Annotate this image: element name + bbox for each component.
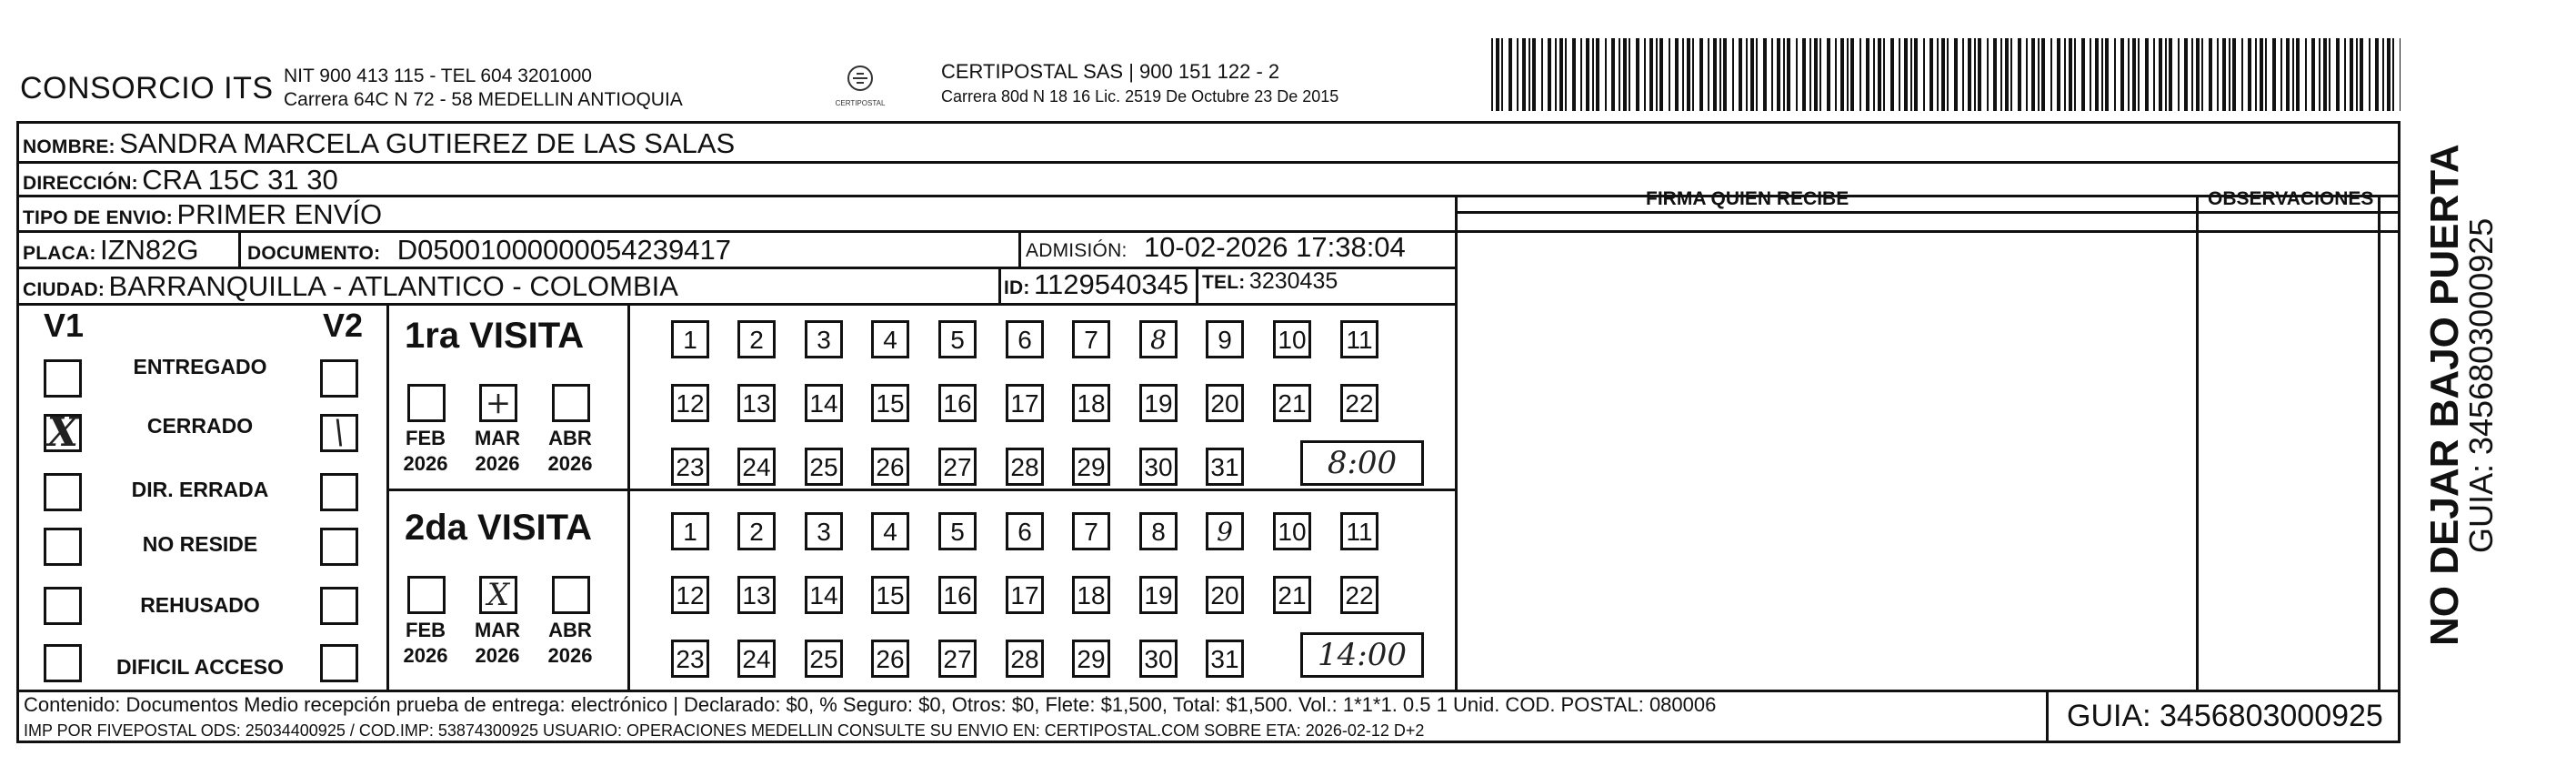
barcode-bar (1802, 38, 1806, 111)
time-note: 14:00 (1318, 637, 1407, 673)
month-checkbox[interactable] (407, 384, 446, 422)
barcode-bar (1509, 38, 1512, 111)
month-name: MAR (474, 619, 521, 641)
direccion-field (23, 164, 338, 197)
tel-field (1202, 268, 1338, 295)
v2-mark: \ (333, 414, 346, 451)
day-box[interactable]: 25 (805, 640, 843, 678)
month-name: ABR (548, 619, 592, 641)
barcode-bar (1923, 38, 1925, 111)
barcode-bar (2074, 38, 2076, 111)
barcode-bar (2329, 38, 2330, 111)
barcode-bar (1541, 38, 1543, 111)
barcode-bar (1978, 38, 1981, 111)
placa-value: IZN82G (99, 234, 199, 266)
month-year: 2026 (547, 644, 593, 667)
barcode-bar (1559, 38, 1563, 111)
barcode-bar (2392, 38, 2394, 111)
time-note-box[interactable] (1300, 440, 1424, 486)
barcode-bar (2336, 38, 2340, 111)
side-guia: GUIA: 3456803000925 (2462, 217, 2500, 553)
barcode-bar (1941, 38, 1945, 111)
barcode-bar (2319, 38, 2320, 111)
barcode-bar (1656, 38, 1658, 111)
company-name: CONSORCIO ITS (20, 71, 274, 106)
day-box[interactable]: 30 (1139, 448, 1178, 486)
day-box[interactable]: 2 (737, 320, 776, 358)
month-year: 2026 (403, 452, 448, 475)
day-box[interactable]: 23 (671, 448, 709, 486)
day-box[interactable]: 1 (671, 320, 709, 358)
barcode-bar (2387, 38, 2391, 111)
day-box[interactable]: 16 (938, 384, 977, 422)
barcode-bar (2169, 38, 2172, 111)
barcode-bar (1659, 38, 1663, 111)
barcode-bar (1809, 38, 1811, 111)
barcode-bar (1699, 38, 1703, 111)
status-label: ENTREGADO (133, 355, 267, 378)
v2-checkbox[interactable] (320, 528, 358, 566)
day-box[interactable]: 20 (1206, 384, 1244, 422)
barcode-bar (2296, 38, 2300, 111)
id-field (1004, 268, 1188, 301)
barcode-bar (1937, 38, 1939, 111)
barcode-bar (1649, 38, 1653, 111)
barcode-bar (2132, 38, 2136, 111)
visit-title: 2da VISITA (405, 508, 592, 548)
month-checkbox[interactable] (479, 576, 517, 614)
day-box[interactable]: 26 (871, 640, 909, 678)
barcode-bar (2232, 38, 2236, 111)
barcode-bar (2010, 38, 2012, 111)
day-box[interactable]: 5 (938, 512, 977, 550)
admision-field (1026, 231, 1406, 264)
day-box[interactable]: 19 (1139, 576, 1178, 614)
barcode-bar (1586, 38, 1589, 111)
direccion-label: DIRECCIÓN: (23, 173, 138, 194)
day-box[interactable]: 5 (938, 320, 977, 358)
barcode-bar (2201, 38, 2203, 111)
barcode-bar (2000, 38, 2002, 111)
barcode-bar (2400, 38, 2401, 111)
month-checkbox[interactable] (407, 576, 446, 614)
day-box[interactable]: 16 (938, 576, 977, 614)
barcode-bar (1962, 38, 1964, 111)
barcode-bar (1555, 38, 1557, 111)
barcode-bar (2114, 38, 2116, 111)
barcode-bar (1636, 38, 1639, 111)
barcode-bar (1771, 38, 1773, 111)
barcode-bar (2323, 38, 2327, 111)
barcode-bar (1910, 38, 1912, 111)
barcode-bar (1859, 38, 1861, 111)
barcode-bar (2229, 38, 2230, 111)
barcode-bar (1827, 38, 1830, 111)
status-label: CERRADO (146, 414, 254, 438)
day-box[interactable]: 11 (1340, 512, 1378, 550)
barcode-bar (2248, 38, 2251, 111)
observaciones-label: OBSERVACIONES (2208, 188, 2374, 209)
nombre-value: SANDRA MARCELA GUTIEREZ DE LAS SALAS (119, 127, 736, 159)
v1-checkbox[interactable] (44, 528, 82, 566)
v2-checkbox[interactable] (320, 359, 358, 398)
barcode-bar (2057, 38, 2060, 111)
barcode-bar (2031, 38, 2035, 111)
barcode-bar (1783, 38, 1785, 111)
barcode-bar (2159, 38, 2162, 111)
day-box[interactable]: 23 (671, 640, 709, 678)
day-box[interactable]: 10 (1273, 320, 1311, 358)
v2-checkbox[interactable] (320, 473, 358, 511)
barcode-bar (2064, 38, 2066, 111)
v2-checkbox[interactable] (320, 414, 358, 452)
day-box[interactable]: 17 (1006, 384, 1044, 422)
nombre-label: NOMBRE: (23, 136, 115, 157)
day-box[interactable]: 12 (671, 576, 709, 614)
company-nit: NIT 900 413 115 - TEL 604 3201000 (284, 66, 592, 86)
barcode-bar (1605, 38, 1607, 111)
day-box[interactable]: 10 (1273, 512, 1311, 550)
direccion-value: CRA 15C 31 30 (142, 164, 338, 196)
month-year: 2026 (475, 452, 520, 475)
barcode-bar (1746, 38, 1748, 111)
barcode-bar (2305, 38, 2307, 111)
barcode-bar (2209, 38, 2212, 111)
tel-label: TEL: (1202, 272, 1246, 293)
day-box[interactable]: 17 (1006, 576, 1044, 614)
barcode-bar (2356, 38, 2358, 111)
time-note-box[interactable] (1300, 632, 1424, 678)
day-box[interactable]: 27 (938, 640, 977, 678)
barcode-bar (2105, 38, 2109, 111)
barcode-bar (2050, 38, 2052, 111)
barcode-bar (1501, 38, 1503, 111)
barcode-bar (2041, 38, 2045, 111)
ciudad-label: CIUDAD: (23, 279, 105, 300)
barcode-bar (1974, 38, 1976, 111)
barcode-bar (1954, 38, 1958, 111)
barcode-bar (2069, 38, 2072, 111)
barcode-bar (1878, 38, 1881, 111)
day-box[interactable]: 12 (671, 384, 709, 422)
barcode-bar (1491, 38, 1493, 111)
tipo-envio-label: TIPO DE ENVIO: (23, 207, 173, 228)
v2-label: V2 (323, 307, 364, 344)
barcode-bar (2222, 38, 2226, 111)
documento-value: D05001000000054239417 (396, 234, 731, 266)
company-address: Carrera 64C N 72 - 58 MEDELLIN ANTIOQUIA (284, 89, 683, 110)
barcode-bar (1814, 38, 1818, 111)
barcode-bar (1723, 38, 1727, 111)
day-box-marked[interactable]: 8 (1139, 320, 1178, 358)
barcode-bar (1787, 38, 1790, 111)
firma-label: FIRMA QUIEN RECIBE (1646, 188, 1849, 209)
barcode-bar (1532, 38, 1536, 111)
day-box[interactable]: 31 (1206, 448, 1244, 486)
day-box[interactable]: 8 (1139, 512, 1178, 550)
status-label: DIFICIL ACCESO (115, 655, 284, 679)
barcode-bar (2191, 38, 2193, 111)
barcode-bar (1987, 38, 1989, 111)
barcode-bar (2311, 38, 2315, 111)
v1-label: V1 (44, 307, 85, 344)
month-checkbox[interactable] (479, 384, 517, 422)
day-box[interactable]: 21 (1273, 384, 1311, 422)
barcode-bar (1763, 38, 1767, 111)
barcode-bar (1572, 38, 1576, 111)
barcode-bar (1669, 38, 1670, 111)
month-name: FEB (406, 619, 446, 641)
day-box[interactable]: 4 (871, 320, 909, 358)
barcode-bar (2184, 38, 2188, 111)
day-box[interactable]: 18 (1072, 384, 1110, 422)
documento-label: DOCUMENTO: (247, 243, 381, 264)
barcode (1491, 38, 2401, 111)
day-box[interactable]: 24 (737, 448, 776, 486)
barcode-bar (1796, 38, 1798, 111)
placa-field (23, 234, 199, 267)
barcode-bar (1873, 38, 1875, 111)
v1-checkbox[interactable] (44, 359, 82, 398)
barcode-bar (2165, 38, 2167, 111)
barcode-bar (2292, 38, 2294, 111)
barcode-bar (2095, 38, 2099, 111)
footer-guia: GUIA: 3456803000925 (2067, 699, 2383, 733)
barcode-bar (2217, 38, 2219, 111)
barcode-bar (1899, 38, 1900, 111)
month-name: ABR (548, 427, 592, 449)
month-mark: X (486, 577, 510, 613)
barcode-bar (2081, 38, 2085, 111)
barcode-bar (1713, 38, 1717, 111)
day-box[interactable]: 22 (1340, 384, 1378, 422)
documento-field (247, 234, 731, 267)
barcode-bar (1548, 38, 1551, 111)
day-box[interactable]: 6 (1006, 512, 1044, 550)
day-box[interactable]: 21 (1273, 576, 1311, 614)
barcode-bar (2120, 38, 2124, 111)
month-mark: + (485, 385, 512, 421)
barcode-bar (2260, 38, 2263, 111)
v1-checkbox[interactable] (44, 644, 82, 682)
barcode-bar (1580, 38, 1582, 111)
status-label: REHUSADO (140, 593, 260, 617)
month-year: 2026 (403, 644, 448, 667)
month-name: FEB (406, 427, 446, 449)
day-box[interactable]: 30 (1139, 640, 1178, 678)
barcode-bar (2101, 38, 2103, 111)
barcode-bar (1883, 38, 1885, 111)
barcode-bar (1708, 38, 1709, 111)
barcode-bar (1890, 38, 1894, 111)
month-year: 2026 (547, 452, 593, 475)
barcode-bar (1756, 38, 1758, 111)
day-box[interactable]: 3 (805, 512, 843, 550)
day-box[interactable]: 15 (871, 384, 909, 422)
day-box[interactable]: 1 (671, 512, 709, 550)
month-year: 2026 (475, 644, 520, 667)
barcode-bar (1866, 38, 1869, 111)
day-box[interactable]: 19 (1139, 384, 1178, 422)
barcode-bar (1840, 38, 1844, 111)
id-label: ID: (1004, 277, 1030, 298)
barcode-bar (2382, 38, 2384, 111)
day-box[interactable]: 27 (938, 448, 977, 486)
day-box[interactable]: 26 (871, 448, 909, 486)
barcode-bar (1847, 38, 1849, 111)
contenido-text: Contenido: Documentos Medio recepción prueba de entrega: electrónico | Declarado: $0, % Seguro: $0, Otros: $0, Flete: $1,500, Total: $1,500. Vol.: 1*1*1. 0.5 1 Unid. COD. POSTAL: 080006 (24, 693, 1717, 716)
barcode-bar (2145, 38, 2149, 111)
barcode-bar (1619, 38, 1620, 111)
day-box[interactable]: 29 (1072, 640, 1110, 678)
barcode-bar (1592, 38, 1594, 111)
barcode-bar (1675, 38, 1679, 111)
day-box[interactable]: 14 (805, 384, 843, 422)
barcode-bar (2090, 38, 2091, 111)
status-label: NO RESIDE (142, 532, 258, 556)
status-label: DIR. ERRADA (131, 478, 269, 501)
day-box[interactable]: 31 (1206, 640, 1244, 678)
certipostal-logo (833, 62, 887, 116)
barcode-bar (1750, 38, 1754, 111)
id-value: 1129540345 (1034, 268, 1189, 300)
day-box[interactable]: 22 (1340, 576, 1378, 614)
day-box[interactable]: 9 (1206, 320, 1244, 358)
barcode-bar (2038, 38, 2040, 111)
barcode-bar (2360, 38, 2363, 111)
v2-checkbox[interactable] (320, 644, 358, 682)
ciudad-value: BARRANQUILLA - ATLANTICO - COLOMBIA (108, 270, 678, 302)
visit-title: 1ra VISITA (405, 316, 585, 356)
admision-label: ADMISIÓN: (1026, 240, 1128, 261)
tel-value: 3230435 (1248, 268, 1338, 294)
imp-text: IMP POR FIVEPOSTAL ODS: 25034400925 / COD.IMP: 53874300925 USUARIO: OPERACIONES MEDELLIN CONSULTE SU ENVIO EN: CERTIPOSTAL.COM SOBRE ETA: 2026-02-12 D+2 (24, 721, 1425, 740)
day-box[interactable]: 29 (1072, 448, 1110, 486)
month-checkbox[interactable] (552, 384, 590, 422)
day-box[interactable]: 7 (1072, 320, 1110, 358)
placa-label: PLACA: (23, 243, 96, 264)
barcode-bar (2350, 38, 2353, 111)
barcode-bar (1517, 38, 1519, 111)
day-box[interactable]: 6 (1006, 320, 1044, 358)
side-notice: NO DEJAR BAJO PUERTA (2422, 144, 2467, 646)
admision-value: 10-02-2026 17:38:04 (1143, 231, 1406, 263)
barcode-bar (1522, 38, 1526, 111)
day-box[interactable]: 3 (805, 320, 843, 358)
barcode-bar (2005, 38, 2009, 111)
day-box[interactable]: 15 (871, 576, 909, 614)
day-box[interactable]: 18 (1072, 576, 1110, 614)
carrier-address: Carrera 80d N 18 16 Lic. 2519 De Octubre 23 De 2015 (941, 87, 1339, 106)
barcode-bar (1623, 38, 1627, 111)
day-box[interactable]: 7 (1072, 512, 1110, 550)
day-box[interactable]: 13 (737, 384, 776, 422)
barcode-bar (1929, 38, 1933, 111)
barcode-bar (1947, 38, 1949, 111)
barcode-bar (1850, 38, 1854, 111)
barcode-bar (1596, 38, 1599, 111)
barcode-bar (1739, 38, 1742, 111)
v2-checkbox[interactable] (320, 587, 358, 625)
barcode-bar (1611, 38, 1615, 111)
barcode-bar (1692, 38, 1694, 111)
v1-checkbox[interactable] (44, 587, 82, 625)
barcode-bar (2375, 38, 2379, 111)
barcode-bar (1914, 38, 1918, 111)
barcode-bar (2344, 38, 2346, 111)
nombre-field (23, 127, 735, 160)
v1-checkbox[interactable] (44, 473, 82, 511)
barcode-bar (1687, 38, 1690, 111)
tipo-envio-field (23, 198, 382, 231)
month-name: MAR (474, 427, 521, 449)
barcode-bar (2138, 38, 2140, 111)
barcode-bar (2265, 38, 2267, 111)
barcode-bar (1993, 38, 1997, 111)
v1-checkbox[interactable] (44, 409, 82, 456)
barcode-bar (1819, 38, 1821, 111)
month-checkbox[interactable] (552, 576, 590, 614)
barcode-bar (1565, 38, 1567, 111)
day-box[interactable]: 4 (871, 512, 909, 550)
v1-mark: X (46, 409, 79, 456)
barcode-bar (2018, 38, 2021, 111)
barcode-bar (2369, 38, 2371, 111)
day-box[interactable]: 28 (1006, 448, 1044, 486)
tipo-envio-value: PRIMER ENVÍO (176, 198, 383, 230)
day-box-marked[interactable]: 9 (1206, 512, 1244, 550)
carrier-name: CERTIPOSTAL SAS | 900 151 122 - 2 (941, 60, 1280, 83)
barcode-bar (2196, 38, 2200, 111)
barcode-bar (2153, 38, 2155, 111)
barcode-bar (2280, 38, 2282, 111)
barcode-bar (1719, 38, 1721, 111)
barcode-bar (1835, 38, 1837, 111)
barcode-bar (1968, 38, 1971, 111)
barcode-bar (1496, 38, 1499, 111)
barcode-bar (1682, 38, 1684, 111)
barcode-bar (2272, 38, 2276, 111)
logo-text: CERTIPOSTAL (835, 99, 886, 107)
day-box[interactable]: 2 (737, 512, 776, 550)
ciudad-field (23, 270, 678, 303)
day-box[interactable]: 28 (1006, 640, 1044, 678)
barcode-bar (1904, 38, 1908, 111)
barcode-bar (2026, 38, 2028, 111)
barcode-bar (1629, 38, 1630, 111)
day-box[interactable]: 24 (737, 640, 776, 678)
barcode-bar (2255, 38, 2257, 111)
barcode-bar (1777, 38, 1780, 111)
barcode-bar (2128, 38, 2130, 111)
barcode-bar (2178, 38, 2180, 111)
day-box[interactable]: 25 (805, 448, 843, 486)
day-box[interactable]: 13 (737, 576, 776, 614)
day-box[interactable]: 14 (805, 576, 843, 614)
barcode-bar (1732, 38, 1734, 111)
time-note: 8:00 (1327, 445, 1398, 481)
barcode-bar (1529, 38, 1530, 111)
day-box[interactable]: 20 (1206, 576, 1244, 614)
barcode-bar (2286, 38, 2290, 111)
barcode-bar (1644, 38, 1646, 111)
barcode-bar (2241, 38, 2243, 111)
day-box[interactable]: 11 (1340, 320, 1378, 358)
